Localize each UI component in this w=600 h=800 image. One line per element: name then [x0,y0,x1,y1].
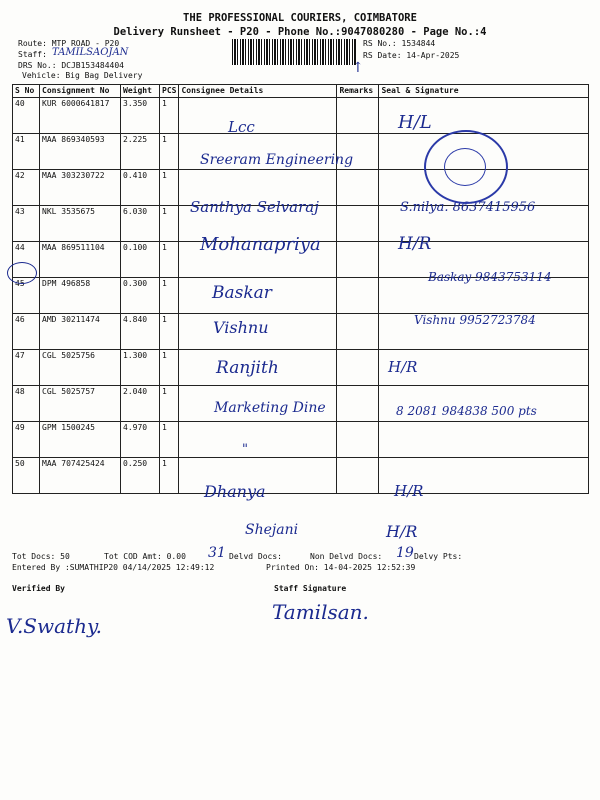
cell-remarks [337,314,379,350]
cell-pcs: 1 [160,350,179,386]
cell-weight: 2.225 [121,134,160,170]
vehicle: Vehicle: Big Bag Delivery [22,71,143,80]
rs-no: RS No.: 1534844 [363,39,436,48]
tot-docs: Tot Docs: 50 [12,552,70,561]
cell-remarks [337,422,379,458]
handwritten-signature: H/R [386,522,418,541]
cell-consignment: MAA 303230722 [40,170,121,206]
cell-consignment: CGL 5025756 [40,350,121,386]
delvy-pts: Delvy Pts: [414,552,463,561]
cell-pcs: 1 [160,98,179,134]
cell-weight: 3.350 [121,98,160,134]
handwritten-consignee: Marketing Dine [214,400,326,416]
cell-pcs: 1 [160,242,179,278]
cell-consignment: GPM 1500245 [40,422,121,458]
cell-remarks [337,206,379,242]
cell-pcs: 1 [160,134,179,170]
delvd-docs: Delvd Docs: [229,552,282,561]
verified-by-label: Verified By [12,584,65,593]
cell-pcs: 1 [160,206,179,242]
cell-weight: 0.300 [121,278,160,314]
verified-signature: V.Swathy. [6,614,102,638]
cell-weight: 2.040 [121,386,160,422]
company-seal-stamp [424,130,508,204]
handwritten-signature: H/R [394,482,424,500]
table-row [13,422,589,458]
cell-consignment: KUR 6000641817 [40,98,121,134]
cell-pcs: 1 [160,314,179,350]
cell-sno: 47 [13,350,40,386]
circle-mark [7,262,37,284]
cell-weight: 0.250 [121,458,160,494]
staff-handwritten: TAMILSAOJAN [52,47,129,58]
cell-sno: 40 [13,98,40,134]
handwritten-consignee: " [242,442,248,457]
handwritten-consignee: Shejani [245,522,299,538]
cell-signature [379,422,589,458]
drs-no: DRS No.: DCJB153484404 [18,61,124,70]
table-row [13,350,589,386]
rs-date: RS Date: 14-Apr-2025 [363,51,460,60]
runsheet-title: Delivery Runsheet - P20 - Phone No.:9047080280 - Page No.:4 [113,26,487,38]
cell-sno: 48 [13,386,40,422]
cell-remarks [337,242,379,278]
cell-weight: 0.100 [121,242,160,278]
table-header [13,85,589,98]
handwritten-consignee: Mohanapriya [200,234,321,255]
cell-sno: 41 [13,134,40,170]
handwritten-signature: Vishnu 9952723784 [414,313,536,327]
cell-pcs: 1 [160,422,179,458]
cell-pcs: 1 [160,458,179,494]
staff-label: Staff: [18,50,47,59]
handwritten-consignee: Ranjith [216,358,279,378]
non-delvd-handwritten: 19 [396,545,414,561]
col-sno: S No [13,85,40,98]
cell-sno: 44 [13,242,40,278]
cell-consignment: CGL 5025757 [40,386,121,422]
cell-consignment: MAA 707425424 [40,458,121,494]
cell-remarks [337,386,379,422]
cell-sno: 49 [13,422,40,458]
cell-consignment: AMD 30211474 [40,314,121,350]
company-title: THE PROFESSIONAL COURIERS, COIMBATORE [183,12,417,24]
cell-remarks [337,170,379,206]
cell-weight: 4.840 [121,314,160,350]
handwritten-signature: H/R [398,234,432,254]
handwritten-consignee: Dhanya [204,482,266,501]
handwritten-signature: H/R [388,358,418,376]
non-delvd-docs: Non Delvd Docs: [310,552,383,561]
cell-sno: 42 [13,170,40,206]
handwritten-consignee: Baskar [212,283,272,303]
cell-consignment: DPM 496858 [40,278,121,314]
cell-sno: 45 [13,278,40,314]
cell-sno: 43 [13,206,40,242]
col-pcs: PCS [160,85,179,98]
col-remarks: Remarks [337,85,379,98]
seal-inner-ring [444,148,486,186]
handwritten-consignee: Sreeram Engineering [200,152,354,168]
cell-weight: 1.300 [121,350,160,386]
cell-weight: 6.030 [121,206,160,242]
handwritten-signature: S.nilya. 8637415956 [400,200,536,215]
cell-remarks [337,350,379,386]
table-row [13,458,589,494]
cell-consignee [179,422,337,458]
handwritten-signature: 8 2081 984838 500 pts [396,404,537,418]
handwritten-consignee: Lcc [228,118,255,136]
cell-weight: 4.970 [121,422,160,458]
cell-remarks [337,278,379,314]
printed-on: Printed On: 14-04-2025 12:52:39 [266,563,416,572]
cell-consignment: NKL 3535675 [40,206,121,242]
table-row [13,98,589,134]
cell-weight: 0.410 [121,170,160,206]
staff-signature: Tamilsan. [272,600,369,624]
route: Route: MTP ROAD - P20 [18,39,120,48]
cell-consignee [179,98,337,134]
handwritten-consignee: Santhya Selvaraj [190,198,319,216]
cell-consignment: MAA 869511104 [40,242,121,278]
cell-pcs: 1 [160,170,179,206]
handwritten-signature: H/L [398,112,432,133]
runsheet-table [12,84,589,494]
cell-sno: 46 [13,314,40,350]
cell-sno: 50 [13,458,40,494]
tot-cod: Tot COD Amt: 0.00 [104,552,186,561]
handwritten-signature: Baskay 9843753114 [428,270,552,284]
col-consignee: Consignee Details [179,85,337,98]
staff-signature-label: Staff Signature [274,584,347,593]
barcode [232,39,356,65]
col-consignment: Consignment No [40,85,121,98]
col-weight: Weight [121,85,160,98]
arrow-mark: ↑ [352,60,364,76]
handwritten-consignee: Vishnu [213,318,269,337]
entered-by: Entered By :SUMATHIP20 04/14/2025 12:49:12 [12,563,215,572]
cell-remarks [337,458,379,494]
cell-consignment: MAA 869340593 [40,134,121,170]
col-seal-signature: Seal & Signature [379,85,589,98]
cell-pcs: 1 [160,386,179,422]
cell-pcs: 1 [160,278,179,314]
delvd-handwritten: 31 [208,545,226,561]
cell-remarks [337,98,379,134]
